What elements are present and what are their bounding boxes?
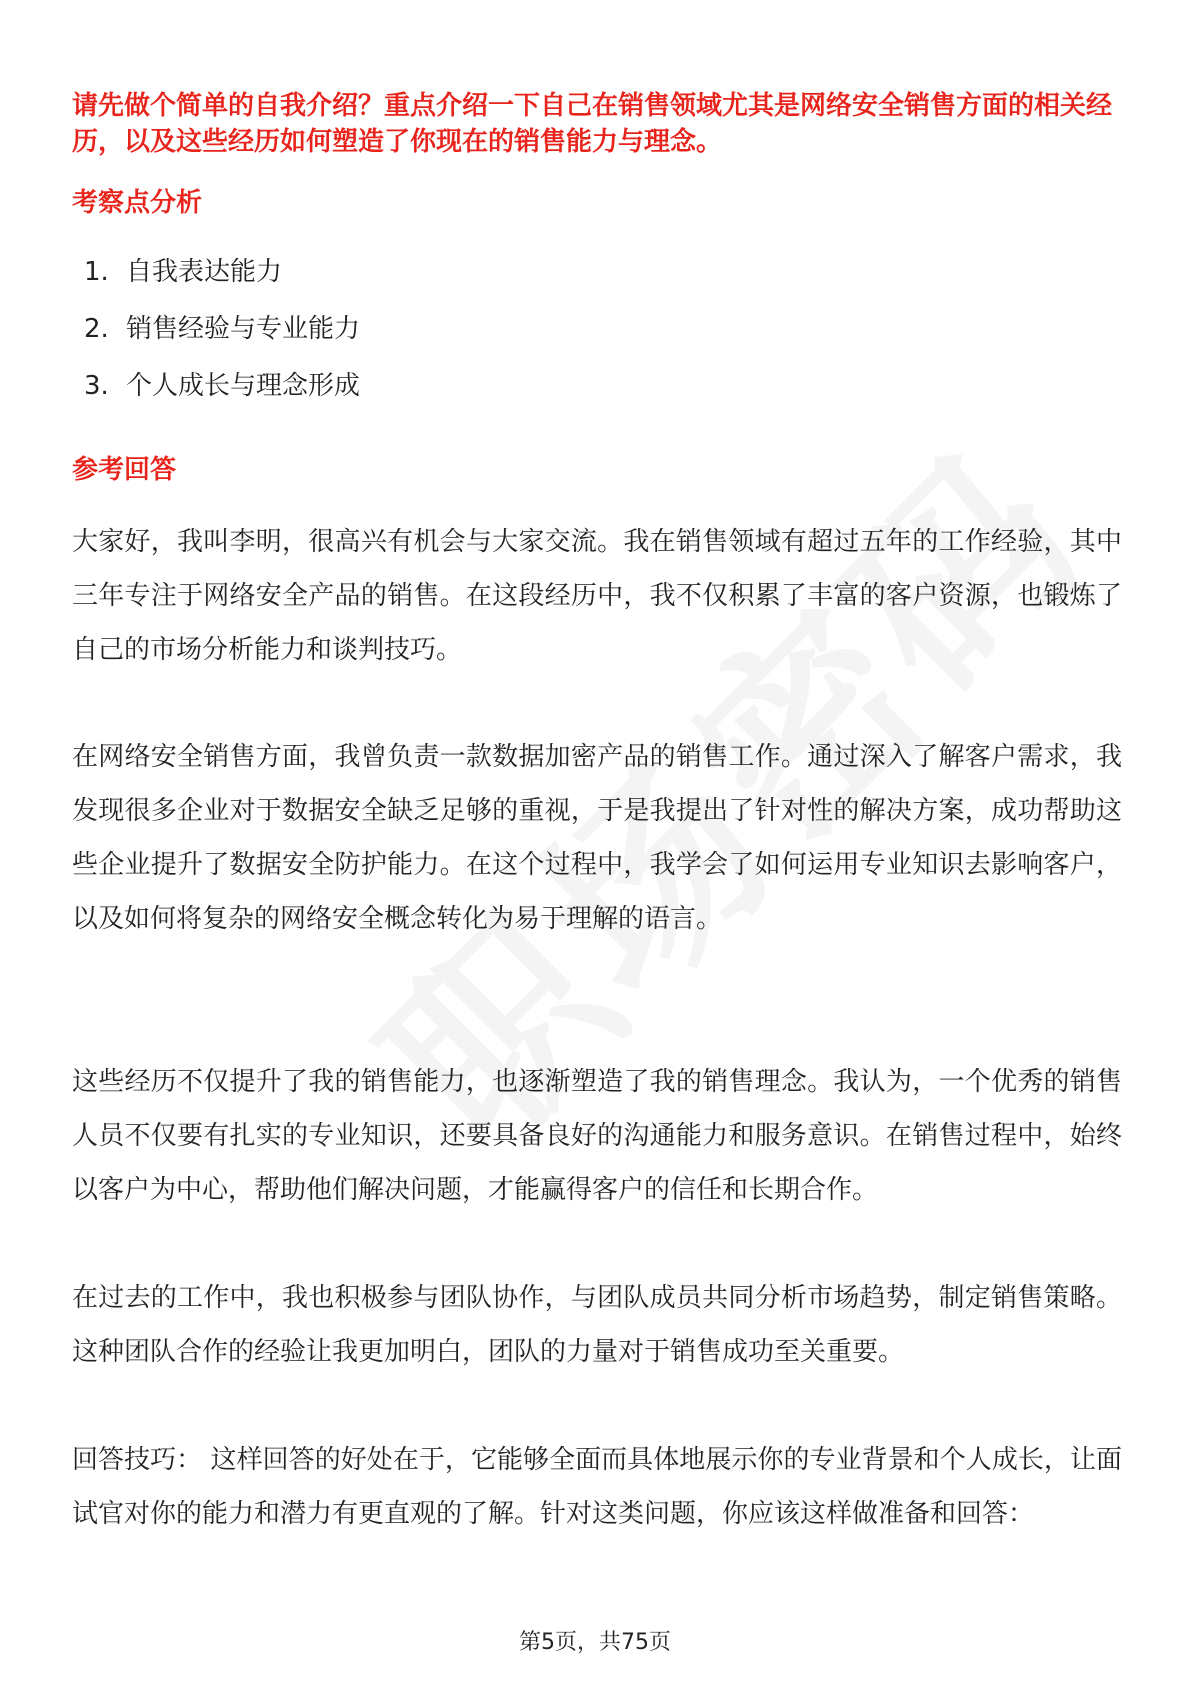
answer-paragraph: 在过去的工作中，我也积极参与团队协作，与团队成员共同分析市场趋势，制定销售策略。这种团队合作的经验让我更加明白，团队的力量对于销售成功至关重要。: [72, 1283, 1122, 1367]
list-item-text: 销售经验与专业能力: [126, 314, 361, 344]
answer-tips-paragraph: 回答技巧： 这样回答的好处在于，它能够全面而具体地展示你的专业背景和个人成长，让面试官对你的能力和潜力有更直观的了解。针对这类问题，你应该这样做准备和回答：: [72, 1445, 1122, 1529]
list-item-text: 个人成长与理念形成: [126, 371, 361, 401]
list-item-number: 2.: [84, 314, 109, 344]
answer-heading: 参考回答: [72, 455, 177, 485]
interview-question: 请先做个简单的自我介绍？重点介绍一下自己在销售领域尤其是网络安全销售方面的相关经历，以及这些经历如何塑造了你现在的销售能力与理念。: [72, 91, 1113, 157]
analysis-points-list: [84, 254, 360, 425]
answer-paragraph: 这些经历不仅提升了我的销售能力，也逐渐塑造了我的销售理念。我认为，一个优秀的销售人员不仅要有扎实的专业知识，还要具备良好的沟通能力和服务意识。在销售过程中，始终以客户为中心，帮助他们解决问题，才能赢得客户的信任和长期合作。: [72, 1067, 1122, 1205]
analysis-heading: 考察点分析: [72, 188, 203, 218]
list-item: [84, 311, 360, 368]
list-item-number: 3.: [84, 371, 109, 401]
list-item-number: 1.: [84, 257, 109, 287]
list-item: [84, 368, 360, 425]
answer-paragraph: 在网络安全销售方面，我曾负责一款数据加密产品的销售工作。通过深入了解客户需求，我发现很多企业对于数据安全缺乏足够的重视，于是我提出了针对性的解决方案，成功帮助这些企业提升了数据安全防护能力。在这个过程中，我学会了如何运用专业知识去影响客户，以及如何将复杂的网络安全概念转化为易于理解的语言。: [72, 742, 1122, 934]
list-item: [84, 254, 360, 311]
list-item-text: 自我表达能力: [126, 257, 283, 287]
page-number-footer: 第5页，共75页: [519, 1630, 671, 1655]
answer-paragraph: 大家好，我叫李明，很高兴有机会与大家交流。我在销售领域有超过五年的工作经验，其中三年专注于网络安全产品的销售。在这段经历中，我不仅积累了丰富的客户资源，也锻炼了自己的市场分析能力和谈判技巧。: [72, 527, 1122, 665]
